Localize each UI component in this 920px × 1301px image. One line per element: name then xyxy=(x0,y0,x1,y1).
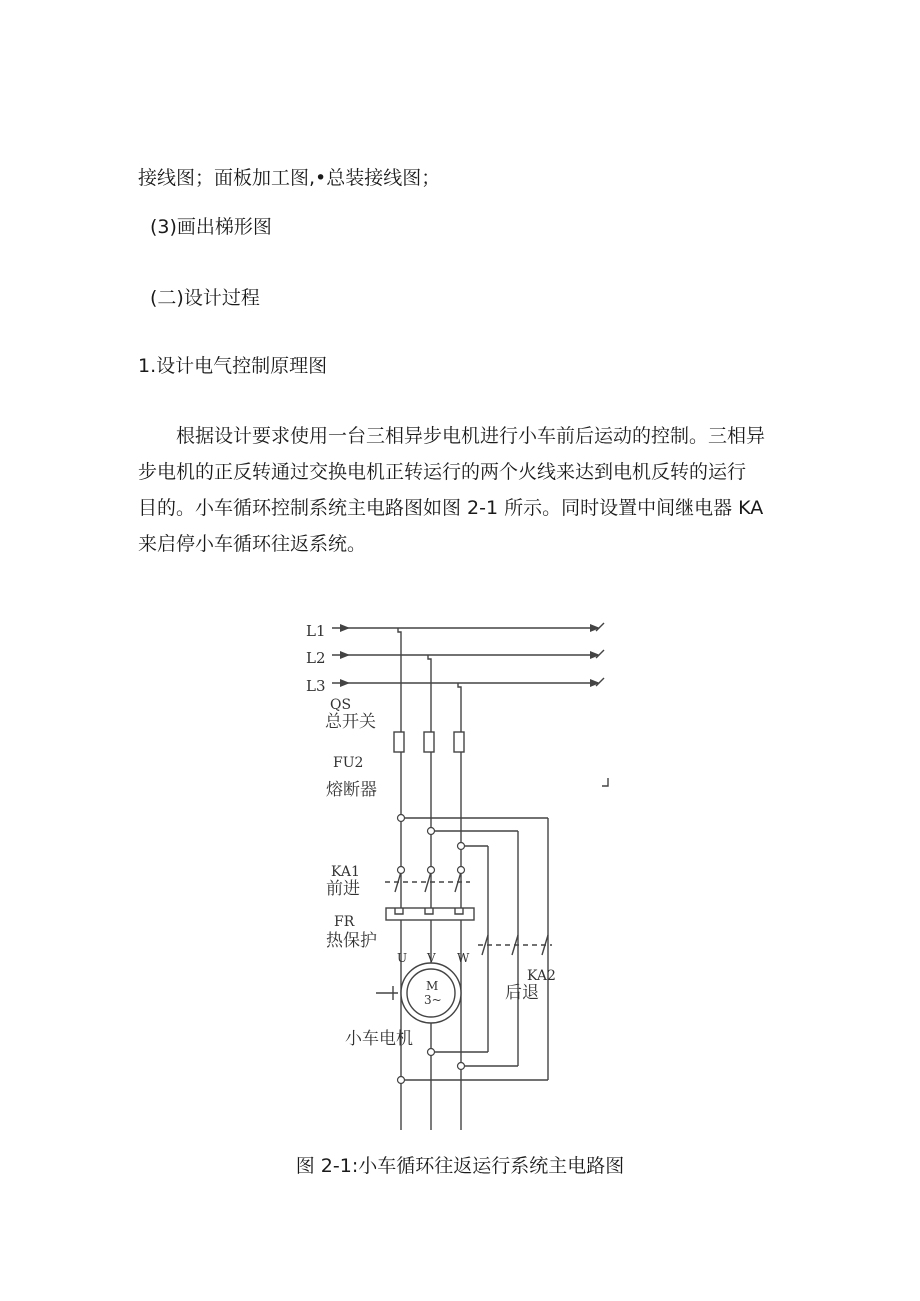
label-ka1-name: 前进 xyxy=(326,879,360,899)
paragraph-line: 步电机的正反转通过交换电机正转运行的两个火线来达到电机反转的运行 xyxy=(138,461,747,483)
label-l1: L1 xyxy=(306,622,326,640)
label-fr: FR xyxy=(334,914,355,930)
label-ka2: KA2 xyxy=(527,968,556,984)
subsection-heading: 1.设计电气控制原理图 xyxy=(138,355,328,377)
paragraph-line: 目的。小车循环控制系统主电路图如图 2-1 所示。同时设置中间继电器 KA xyxy=(138,497,764,519)
paragraph-line: 来启停小车循环往返系统。 xyxy=(138,533,367,555)
figure-caption: 图 2-1:小车循环往返运行系统主电路图 xyxy=(295,1155,625,1177)
section-heading: (二)设计过程 xyxy=(150,287,260,309)
label-motor-name: 小车电机 xyxy=(345,1029,413,1049)
label-qs-name: 总开关 xyxy=(325,712,376,732)
label-fu2: FU2 xyxy=(333,755,364,771)
wiring xyxy=(332,623,608,1130)
label-v: V xyxy=(427,951,436,965)
text-line-1: 接线图；面板加工图,•总装接线图； xyxy=(138,167,441,189)
label-l2: L2 xyxy=(306,649,326,667)
label-w: W xyxy=(457,951,470,965)
label-l3: L3 xyxy=(306,677,326,695)
label-u: U xyxy=(397,951,408,965)
paragraph-line: 根据设计要求使用一台三相异步电机进行小车前后运动的控制。三相异 xyxy=(176,425,766,447)
body-paragraph xyxy=(138,418,788,562)
label-motor-m: M xyxy=(426,979,439,993)
text-line-2: (3)画出梯形图 xyxy=(150,216,272,238)
label-fr-name: 热保护 xyxy=(326,931,377,951)
circuit-diagram xyxy=(300,610,630,1130)
label-ka1: KA1 xyxy=(331,864,360,880)
label-ka2-name: 后退 xyxy=(505,983,539,1003)
label-motor-phase: 3~ xyxy=(424,993,442,1007)
label-qs: QS xyxy=(330,697,352,713)
label-fu2-name: 熔断器 xyxy=(326,780,377,800)
